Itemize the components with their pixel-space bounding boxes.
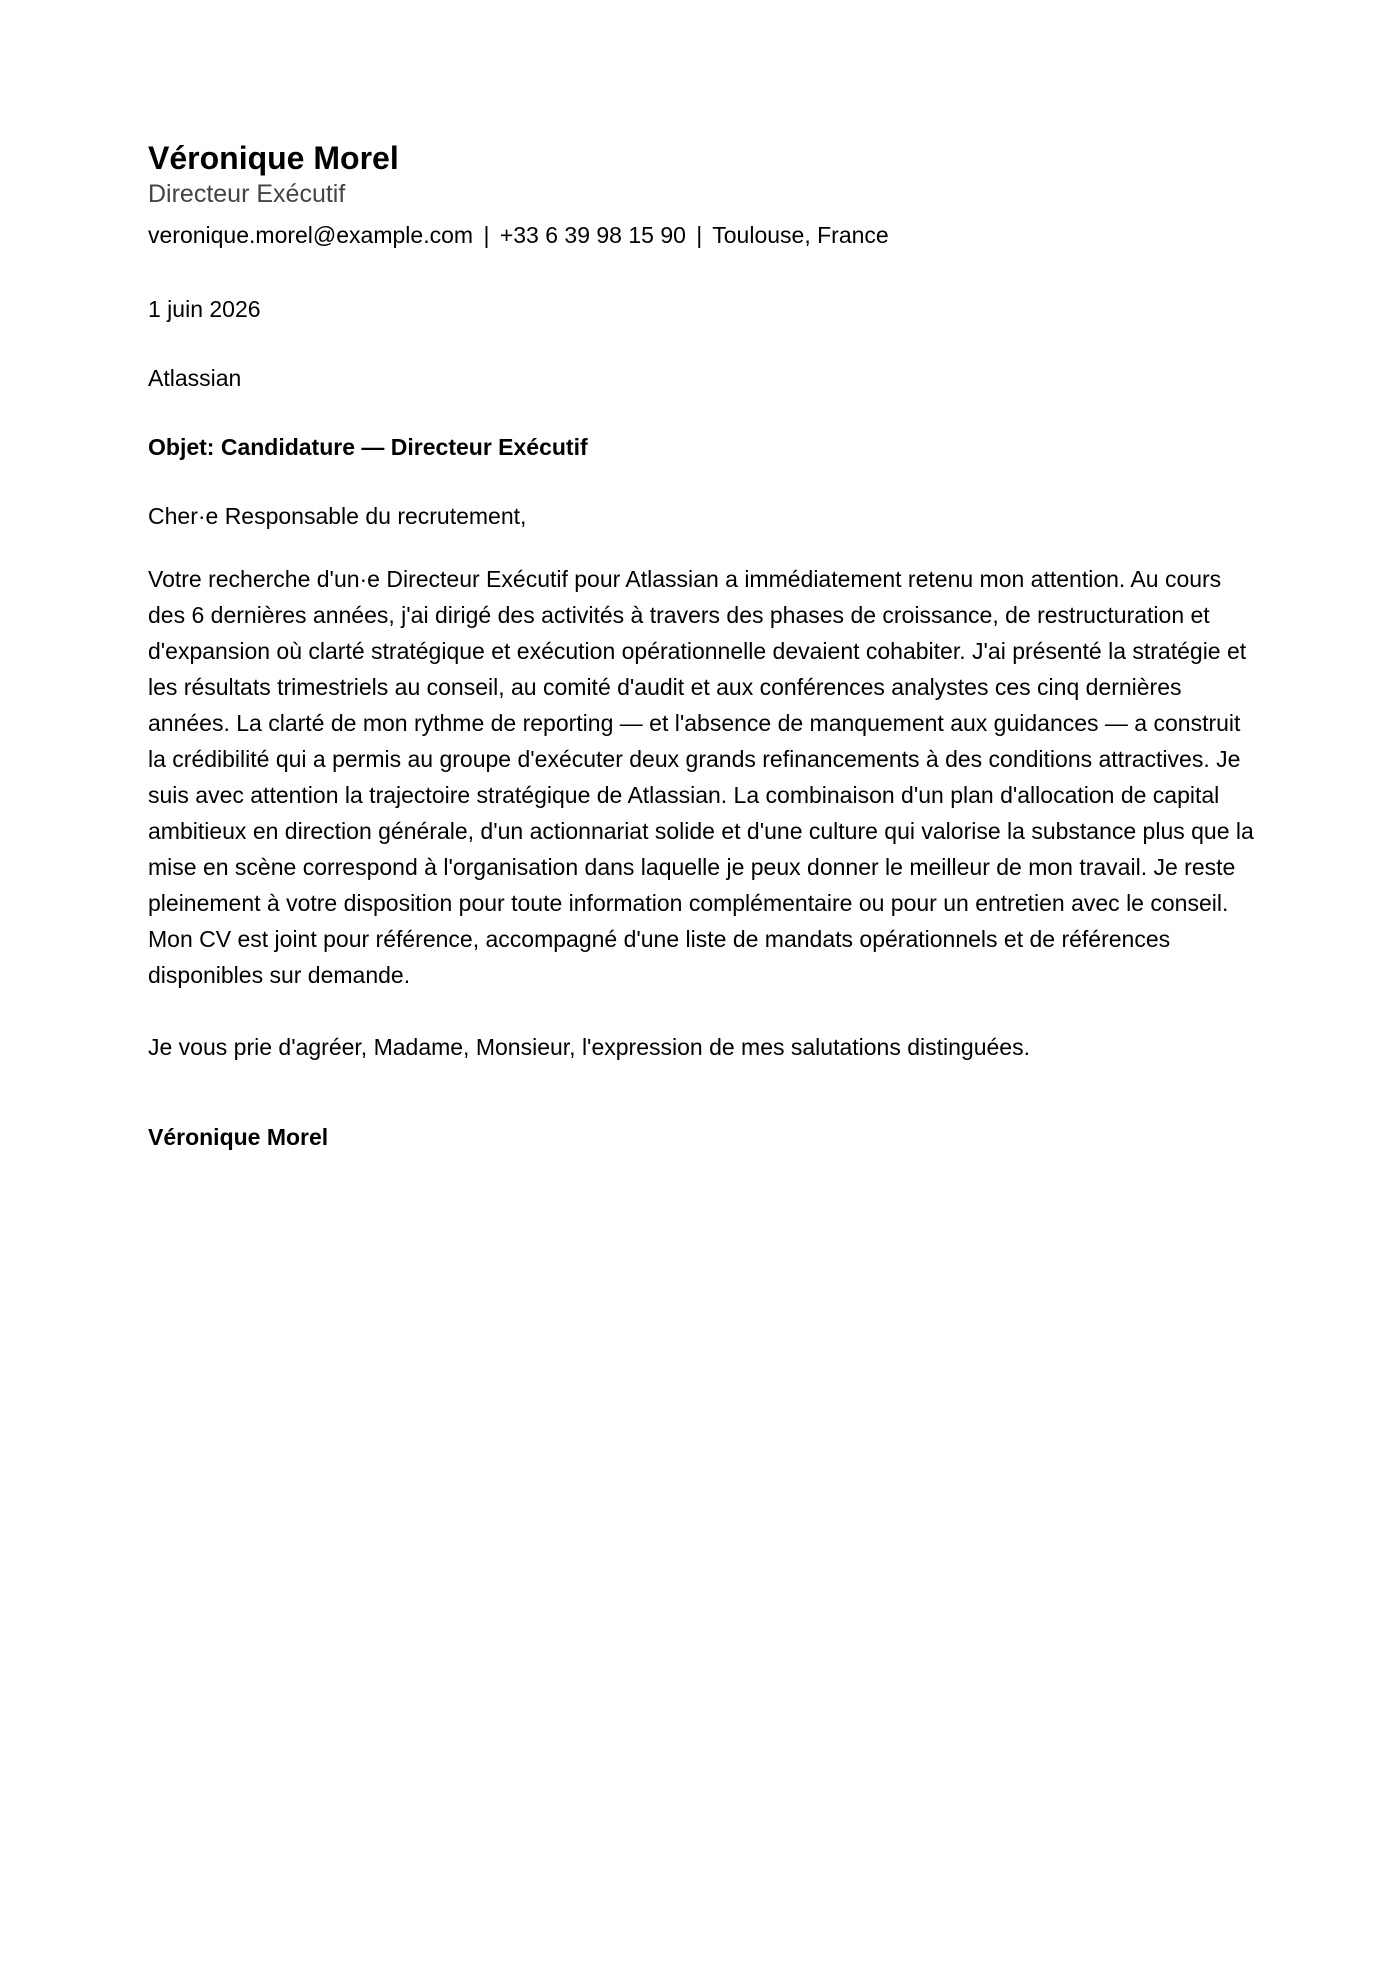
- letter-subject: Objet: Candidature — Directeur Exécutif: [148, 434, 588, 460]
- contact-separator: |: [696, 222, 703, 248]
- letter-signature: Véronique Morel: [148, 1124, 329, 1150]
- letter-date: 1 juin 2026: [148, 296, 261, 322]
- contact-separator: |: [483, 222, 490, 248]
- letter-body: Votre recherche d'un·e Directeur Exécutif pour Atlassian a immédiatement retenu mon attention. Au cours des 6 dernières années, j'ai dirigé des activités à travers des phases de croissance, de restructuration et d'expansion où clarté stratégique et exécution opérationnelle devaient cohabiter. J'ai présenté la stratégie et les résultats trimestriels au conseil, au comité d'audit et aux conférences analystes ces cinq dernières années. La clarté de mon rythme de reporting — et l'absence de manquement aux guidances — a construit la crédibilité qui a permis au groupe d'exécuter deux grands refinancements à des conditions attractives. Je suis avec attention la trajectoire stratégique de Atlassian. La combinaison d'un plan d'allocation de capital ambitieux en direction générale, d'un actionnariat solide et d'une culture qui valorise la substance plus que la mise en scène correspond à l'organisation dans laquelle je peux donner le meilleur de mon travail. Je reste pleinement à votre disposition pour toute information complémentaire ou pour un entretien avec le conseil. Mon CV est joint pour référence, accompagné d'une liste de mandats opérationnels et de références disponibles sur demande.: [148, 566, 1254, 988]
- contact-location: Toulouse, France: [712, 222, 889, 248]
- sender-role: Directeur Exécutif: [148, 180, 346, 208]
- contact-line: [148, 220, 1258, 250]
- sender-name: Véronique Morel: [148, 140, 399, 176]
- letter-closing: Je vous prie d'agréer, Madame, Monsieur, l'expression de mes salutations distinguées.: [148, 1034, 1030, 1060]
- contact-phone: +33 6 39 98 15 90: [499, 222, 686, 248]
- recipient-company: Atlassian: [148, 365, 242, 391]
- letter-greeting: Cher·e Responsable du recrutement,: [148, 503, 527, 529]
- cover-letter-page: [148, 138, 1258, 1152]
- contact-email: veronique.morel@example.com: [148, 222, 474, 248]
